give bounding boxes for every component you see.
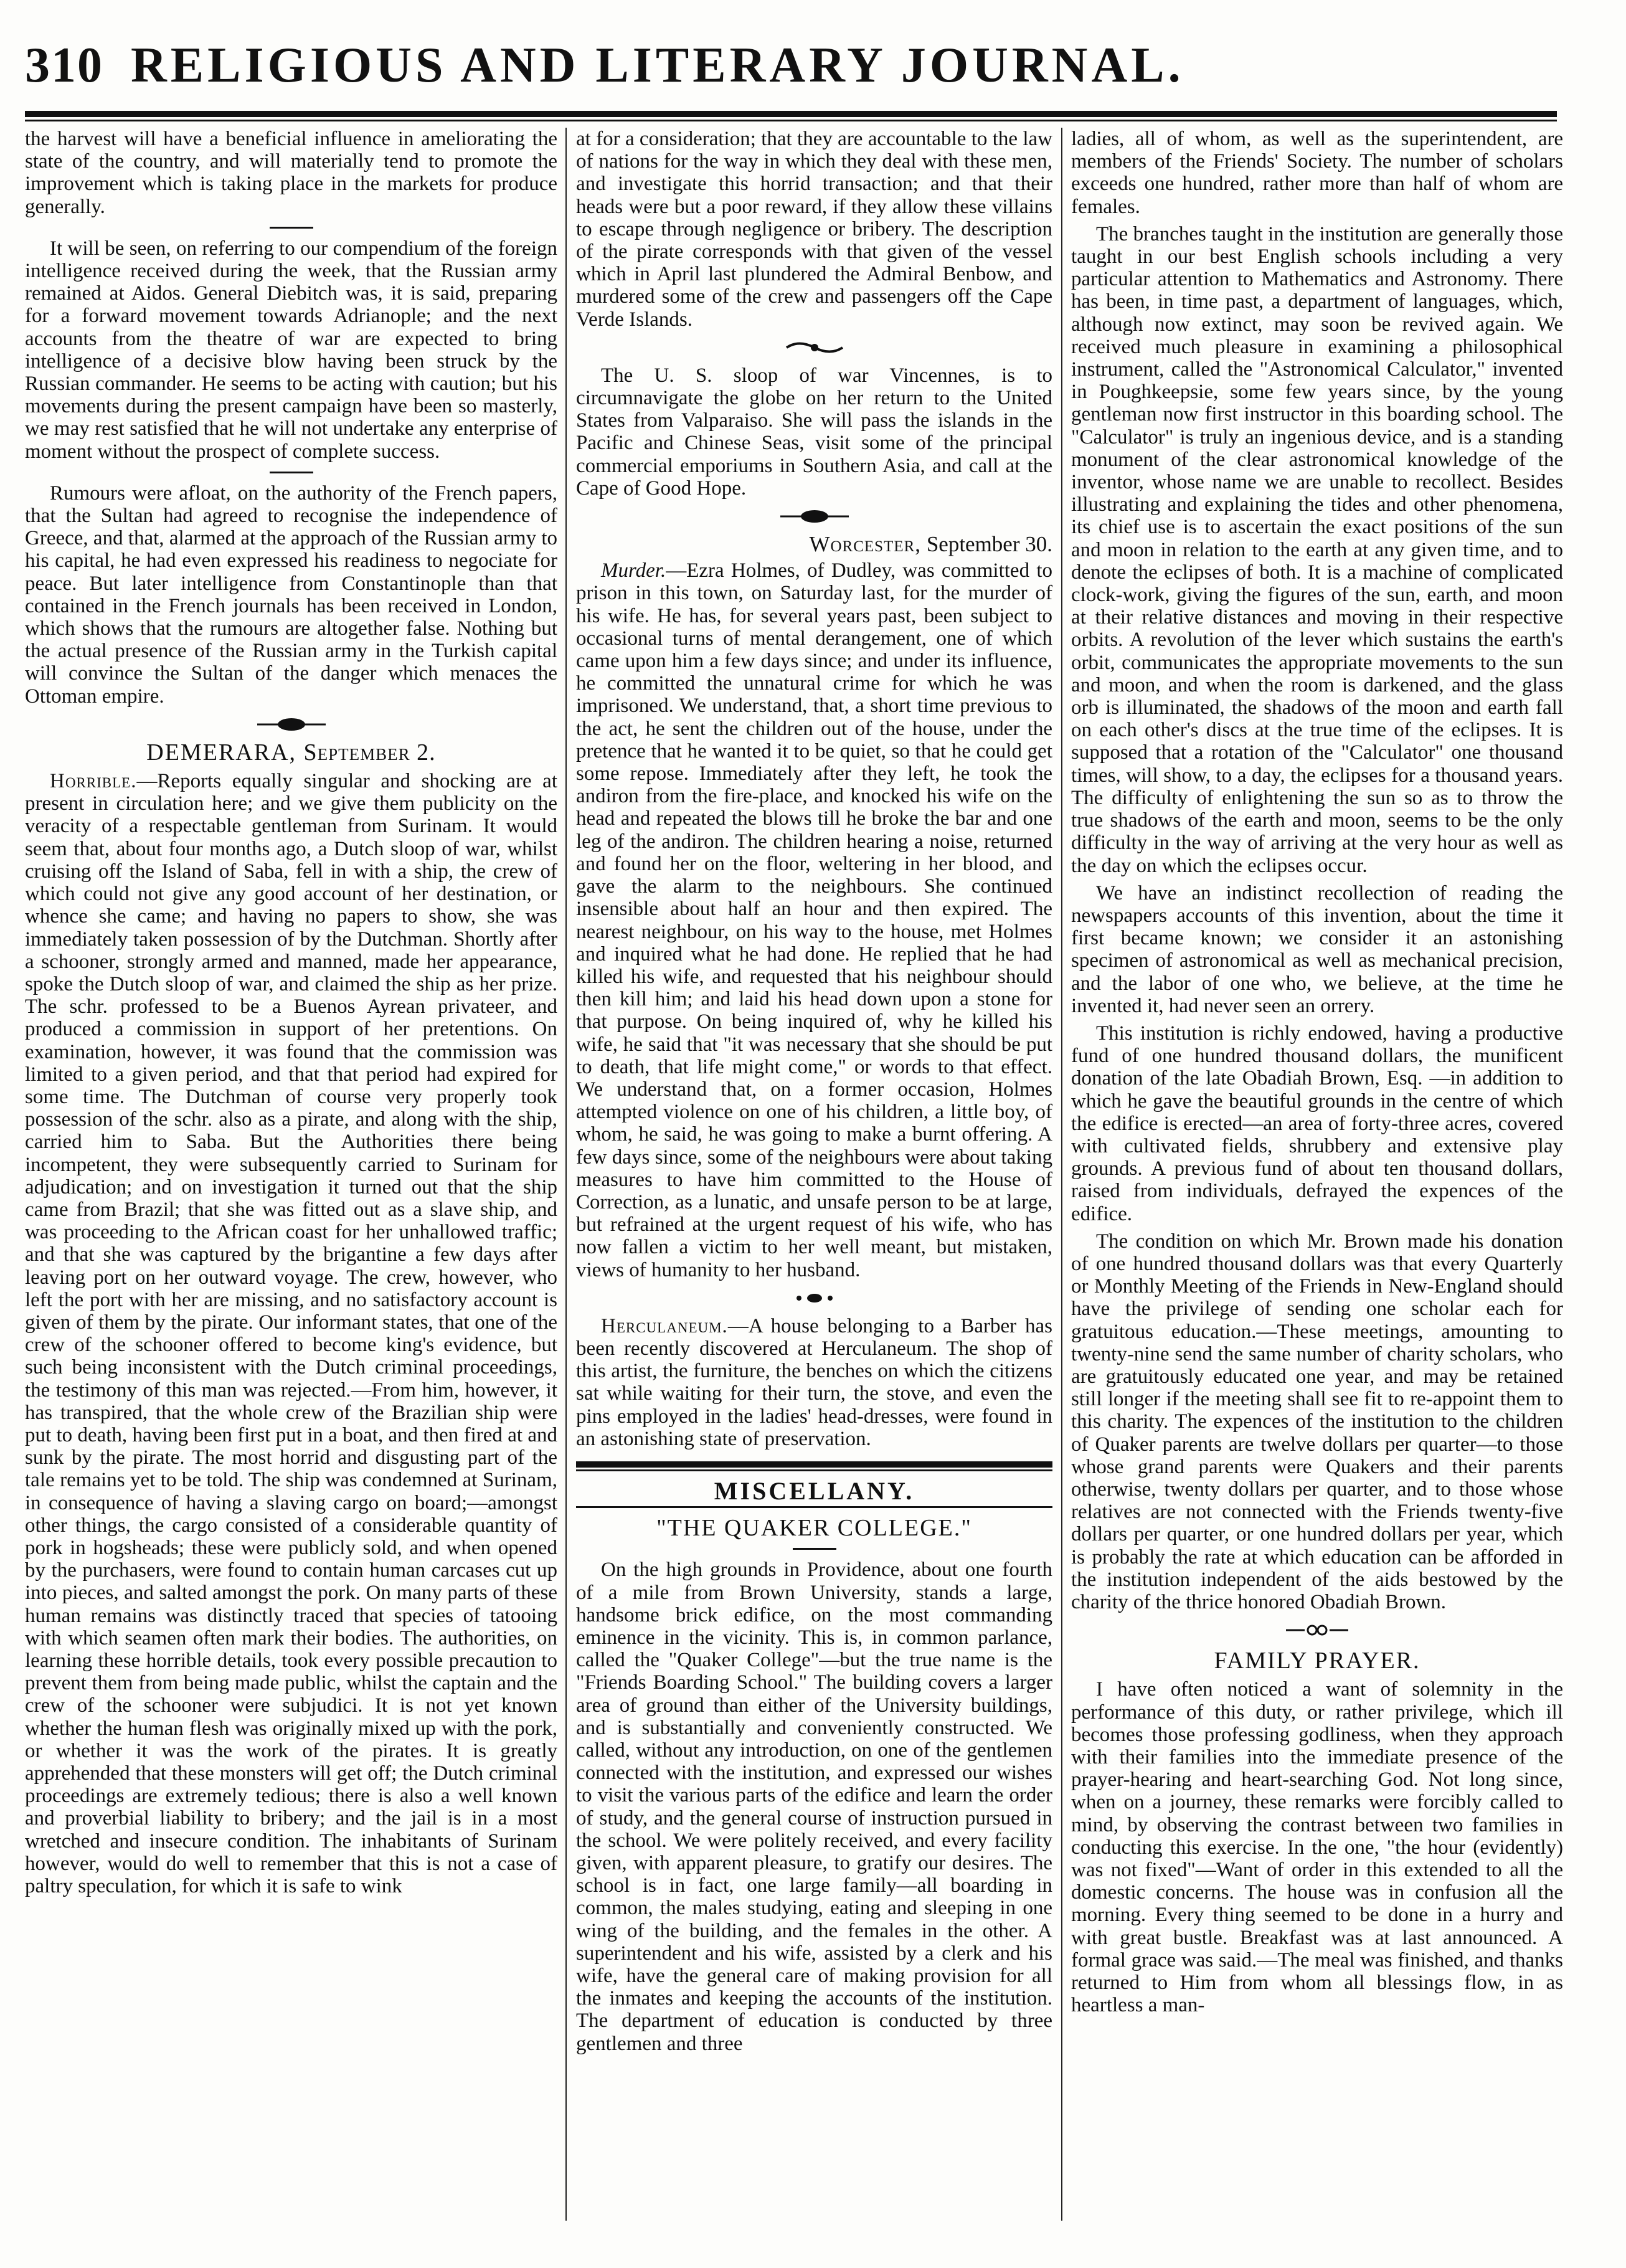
heading-rule [576,1506,1052,1508]
lead-word: Herculaneum. [601,1314,728,1337]
article-title: FAMILY PRAYER. [1214,1648,1420,1674]
column-divider [565,128,567,2221]
paragraph [576,1315,1052,1450]
short-rule [793,1548,836,1550]
paragraph-text: —Reports equally singular and shocking are at present in circulation here; and we give them publicity on the veracity of a respectable gentleman from Surinam. It would seem that, about four months ago, a Dutch sloop of war, whilst cruising off the Island of Saba, fell in with a ship, the crew of which could not give any good account of her destination, or whence she came; and having no papers to show, she was immediately taken possession of by the Dutchman. Shortly after a schooner, strongly armed and manned, made her appearance, spoke the Dutch sloop of war, and claimed the ship as her prize. The schr. professed to be a Buenos Ayrean privateer, and produced a commission in support of her pretentions. On examination, however, it was found that the commission was limited to a given period, and that that period had expired for some time. The Dutchman of course very properly took possession of the schr. also as a pirate, and along with the ship, carried him to Saba. But the Authorities there being incompetent, they were subsequently carried to Surinam for adjudication; and on investigation it turned out that the ship came from Brazil; that she was fitted out as a slave ship, and was proceeding to the African coast for her unhallowed traffic; and that she was captured by the brigantine a few days after leaving port on her outward voyage. The crew, however, who left the port with her are missing, and no satisfactory account is given of them by the pirate. Our informant states, that one of the crew of the schooner offered to become king's evidence, but such being inconsistent with the Dutch criminal proceedings, the testimony of this man was rejected.—From him, however, it has transpired, that the whole crew of the Brazilian ship were put to death, having been first put in a boat, and then fired at and sunk by the pirate. The most horrid and disgusting part of the tale remains yet to be told. The ship was condemned at Surinam, in consequence of having a slaving cargo on board;—amongst other things, the cargo consisted of a considerable quantity of pork in hogsheads; these were publicly sold, and when opened by the purchasers, were found to contain human carcases cut up into pieces, and salted amongst the pork. On many parts of these human remains was distinctly traced that species of tatooing with which seamen often mark their bodies. The authorities, on learning these horrible details, took every possible precaution to prevent them from being made public, whilst the captain and the crew of the schooner were subjudici. It is not yet known whether the human flesh was originally mixed up with the pork, or whether it was the work of the pirates. It is greatly apprehended that these monsters will get off; the Dutch criminal proceedings are extremely tedious; there is also a well known and proverbial liability to bribery; and the jail is in a most wretched and insecure condition. The inhabitants of Surinam however, would do well to remember that this is not a case of paltry speculation, for which it is safe to wink [25,770,557,1898]
paragraph: This institution is richly endowed, having a productive fund of one hundred thousand dollars, the munificent donation of the late Obadiah Brown, Esq. —in addition to which he gave the beautiful grounds in the centre of which the edifice is erected—an area of forty-three acres, covered with cultivated fields, shrubbery and extensive play grounds. A previous fund of about ten thousand dollars, raised from individuals, defrayed the expences of the edifice. [1071,1022,1563,1225]
column-3 [1071,128,1563,2221]
paragraph-text: —Ezra Holmes, of Dudley, was committed to prison in this town, on Saturday last, for the murder of his wife. He has, for several years past, been subject to occasional turns of mental derangement, one of which came upon him a few days since; and under its influence, he committed the unnatural crime for which he was imprisoned. We understand, that, a short time previous to the act, he sent the children out of the house, under the pretence that he wanted it to be quiet, so that he could get some repose. Immediately after they left, he took the andiron from the fire-place, and knocked his wife on the head and repeated the blows till he broke the bar and one leg of the andiron. The children hearing a noise, returned and found her on the floor, weltering in her blood, and gave the alarm to the neighbours. She continued insensible about half an hour and then expired. The nearest neighbour, on his way to the house, met Holmes and inquired what he had done. He replied that he had killed his wife, and requested that his neighbour should then kill him; and laid his head down upon a stone for that purpose. On being inquired of, why he killed his wife, he said that "it was necessary that she should be put to death, that life might come," or words to that effect. We understand that, on a former occasion, Holmes attempted violence on one of his children, a little boy, of whom, he said, he was going to make a burnt offering. A few days since, some of the neighbours were about taking measures to have him committed to the House of Correction, as a lunatic, and unsafe person to be at large, but refrained at the urgent request of his wife, who has now fallen a victim to her well meant, but mistaken, views of humanity to her husband. [576,559,1052,1281]
paragraph: the harvest will have a beneficial influence in ameliorating the state of the country, and will materially tend to promote the improvement which is taking place in the markets for produce generally. [25,128,557,218]
paragraph: I have often noticed a want of solemnity in the performance of this duty, or rather privilege, which ill becomes those professing godliness, when they approach with their families into the immediate presence of the prayer-hearing and heart-searching God. Not long since, when on a journey, these remarks were forcibly called to mind, by observing the contrast between two families in conducting this exercise. In the one, "the hour (evidently) was not fixed"—Want of order in this extended to all the domestic concerns. The house was in confusion all the morning. Every thing seemed to be done in a hurry and with great bustle. Breakfast was at last announced. A formal grace was said.—The meal was finished, and thanks returned to Him from whom all blessings flow, in as heartless a man- [1071,1678,1563,2017]
paragraph: We have an indistinct recollection of reading the newspapers accounts of this invention, about the time it first became known; we consider it an astonishing specimen of astronomical as well as mechanical precision, and the labor of one who, we believe, at the time he invented it, had never seen an orrery. [1071,881,1563,1017]
paragraph: at for a consideration; that they are accountable to the law of nations for the way in which they deal with these men, and investigate this horrid transaction; and that their heads were but a poor reward, if they allow these villains to escape through negligence or bribery. The description of the pirate corresponds with that given of the vessel which in April last plundered the Admiral Benbow, and murdered some of the crew and passengers off the Cape Verde Islands. [576,128,1052,331]
paragraph: ladies, all of whom, as well as the superintendent, are members of the Friends' Society. The number of scholars exceeds one hundred, rather more than half of whom are females. [1071,128,1563,218]
page-header [25,34,1544,103]
paragraph: The U. S. sloop of war Vincennes, is to circumnavigate the globe on her return to the United States from Valparaiso. She will pass the islands in the Pacific and Chinese Seas, visit some of the principal commercial emporiums in Southern Asia, and call at the Cape of Good Hope. [576,364,1052,500]
dateline-worcester [576,533,1052,556]
lead-word: Murder. [601,559,666,582]
column-1 [25,128,557,2221]
column-2 [576,128,1052,2221]
paragraph: The branches taught in the institution are generally those taught in our best English schools including a very particular attention to Mathematics and Astronomy. There has been, in time past, a department of languages, which, although now extinct, may soon be revived again. We received much pleasure in examining a philosophical instrument, called the "Astronomical Calculator," invented in Poughkeepsie, some few years since, by the young gentleman now first instructor in this boarding school. The "Calculator" is truly an ingenious device, and is a standing monument of the clear astronomical knowledge of the inventor, whose name we are unable to recollect. Besides illustrating and explaining the tides and other phenomena, its chief use is to ascertain the exact positions of the sun and moon in relation to the earth at any given time, and to denote the eclipses of both. It is a machine of complicated clock-work, giving the figures of the sun, earth, and moon at their relative distances and moving in their respective orbits. A revolution of the lever which sustains the earth's orbit, communicates the appropriate movements to the sun and moon, and when the room is darkened, and the glass orb is illuminated, the shadows of the moon and earth fall on each other's discs at the true time of the eclipses. It is supposed that a rotation of the "Calculator" one thousand times, will show, to a day, the eclipses for a thousand years. The difficulty of enlightening the sun so as to throw the true shadows of the earth and moon, seems to be the only difficulty in the way of arriving at the very hour as well as the day on which the eclipses occur. [1071,222,1563,877]
section-rule [576,1461,1052,1471]
dateline-demerara [25,741,557,764]
date: September 2. [303,739,436,766]
ornament-icon [780,508,849,524]
paragraph-text: —A house belonging to a Barber has been recently discovered at Herculaneum. The shop of this artist, the furniture, the benches on which the citizens sat while waiting for their turn, the stove, and even the pins employed in the ladies' head-dresses, were found in an astonishing state of preservation. [576,1314,1052,1450]
lead-word: Horrible. [50,770,137,793]
place-name: Worcester, [809,532,922,557]
page-number: 310 [25,38,103,93]
paragraph [576,559,1052,1281]
paragraph: On the high grounds in Providence, about one fourth of a mile from Brown University, stands a large, handsome brick edifice, on the most commanding eminence in the vicinity. This is, in common parlance, called the "Quaker College"—but the true name is the "Friends Boarding School." The building covers a larger area of ground than either of the University buildings, and is substantially and conveniently constructed. We called, without any introduction, on one of the gentlemen connected with the institution, and expressed our wishes to visit the various parts of the edifice and learn the order of study, and the general course of instruction pursued in the school. We were politely received, and every facility given, with apparent pleasure, to gratify our desires. The school is in fact, one large family—all boarding in common, the males studying, eating and sleeping in one wing of the building, and the females in the other. A superintendent and his wife, assisted by a clerk and his wife, have the general care of making provision for all the inmates and keeping the accounts of the institution. The department of education is conducted by three gentlemen and three [576,1559,1052,2055]
paragraph [25,770,557,1897]
ornament-icon [780,339,849,356]
journal-title: RELIGIOUS AND LITERARY JOURNAL. [131,38,1184,93]
ornament-icon [257,716,326,733]
header-rule-thick [25,111,1557,117]
paragraph: It will be seen, on referring to our compendium of the foreign intelligence received during the week, that the Russian army remained at Aidos. General Diebitch was, it is said, preparing for a forward movement towards Adrianople; and the next accounts from the theatre of war are expected to bring intelligence of a decisive blow having been struck by the Russian commander. He seems to be acting with caution; but his movements during the present campaign have been so masterly, we may rest satisfied that he will not undertake any enterprise of moment without the prospect of complete success. [25,237,557,463]
place-name: DEMERARA, [146,739,297,766]
header-rule-thin [25,120,1557,121]
short-rule [270,472,313,473]
column-divider [1061,128,1062,2221]
ornament-icon [780,1290,849,1306]
date: September 30. [926,532,1052,557]
ornament-icon [1283,1622,1351,1638]
section-heading: MISCELLANY. [714,1476,915,1505]
article-title: "THE QUAKER COLLEGE." [656,1515,972,1542]
short-rule [270,227,313,229]
paragraph: Rumours were afloat, on the authority of the French papers, that the Sultan had agreed to recognise the independence of Greece, and that, alarmed at the approach of the Russian army to his capital, he had even expressed his readiness to negociate for peace. But later intelligence from Constantinople than that contained in the French journals has been received in London, which shows that the rumours are altogether false. Nothing but the actual presence of the Russian army in the Turkish capital will convince the Sultan of the danger which menaces the Ottoman empire. [25,482,557,708]
paragraph: The condition on which Mr. Brown made his donation of one hundred thousand dollars was that every Quarterly or Monthly Meeting of the Friends in New-England should have the privilege of sending one scholar each for gratuitous education.—These meetings, amounting to twenty-nine send the same number of charity scholars, who are gratuitously educated one year, and may be retained still longer if the meeting shall see fit to re-appoint them to this charity. The expences of the institution to the children of Quaker parents are twelve dollars per quarter—to those whose grand parents were Quakers and their parents otherwise, twenty dollars per quarter, and to those whose relatives are not connected with the Friends twenty-five dollars per quarter, or one hundred dollars per year, which is probably the rate at which education can be afforded in the institution independent of the aids bestowed by the charity of the thrice honored Obadiah Brown. [1071,1230,1563,1613]
